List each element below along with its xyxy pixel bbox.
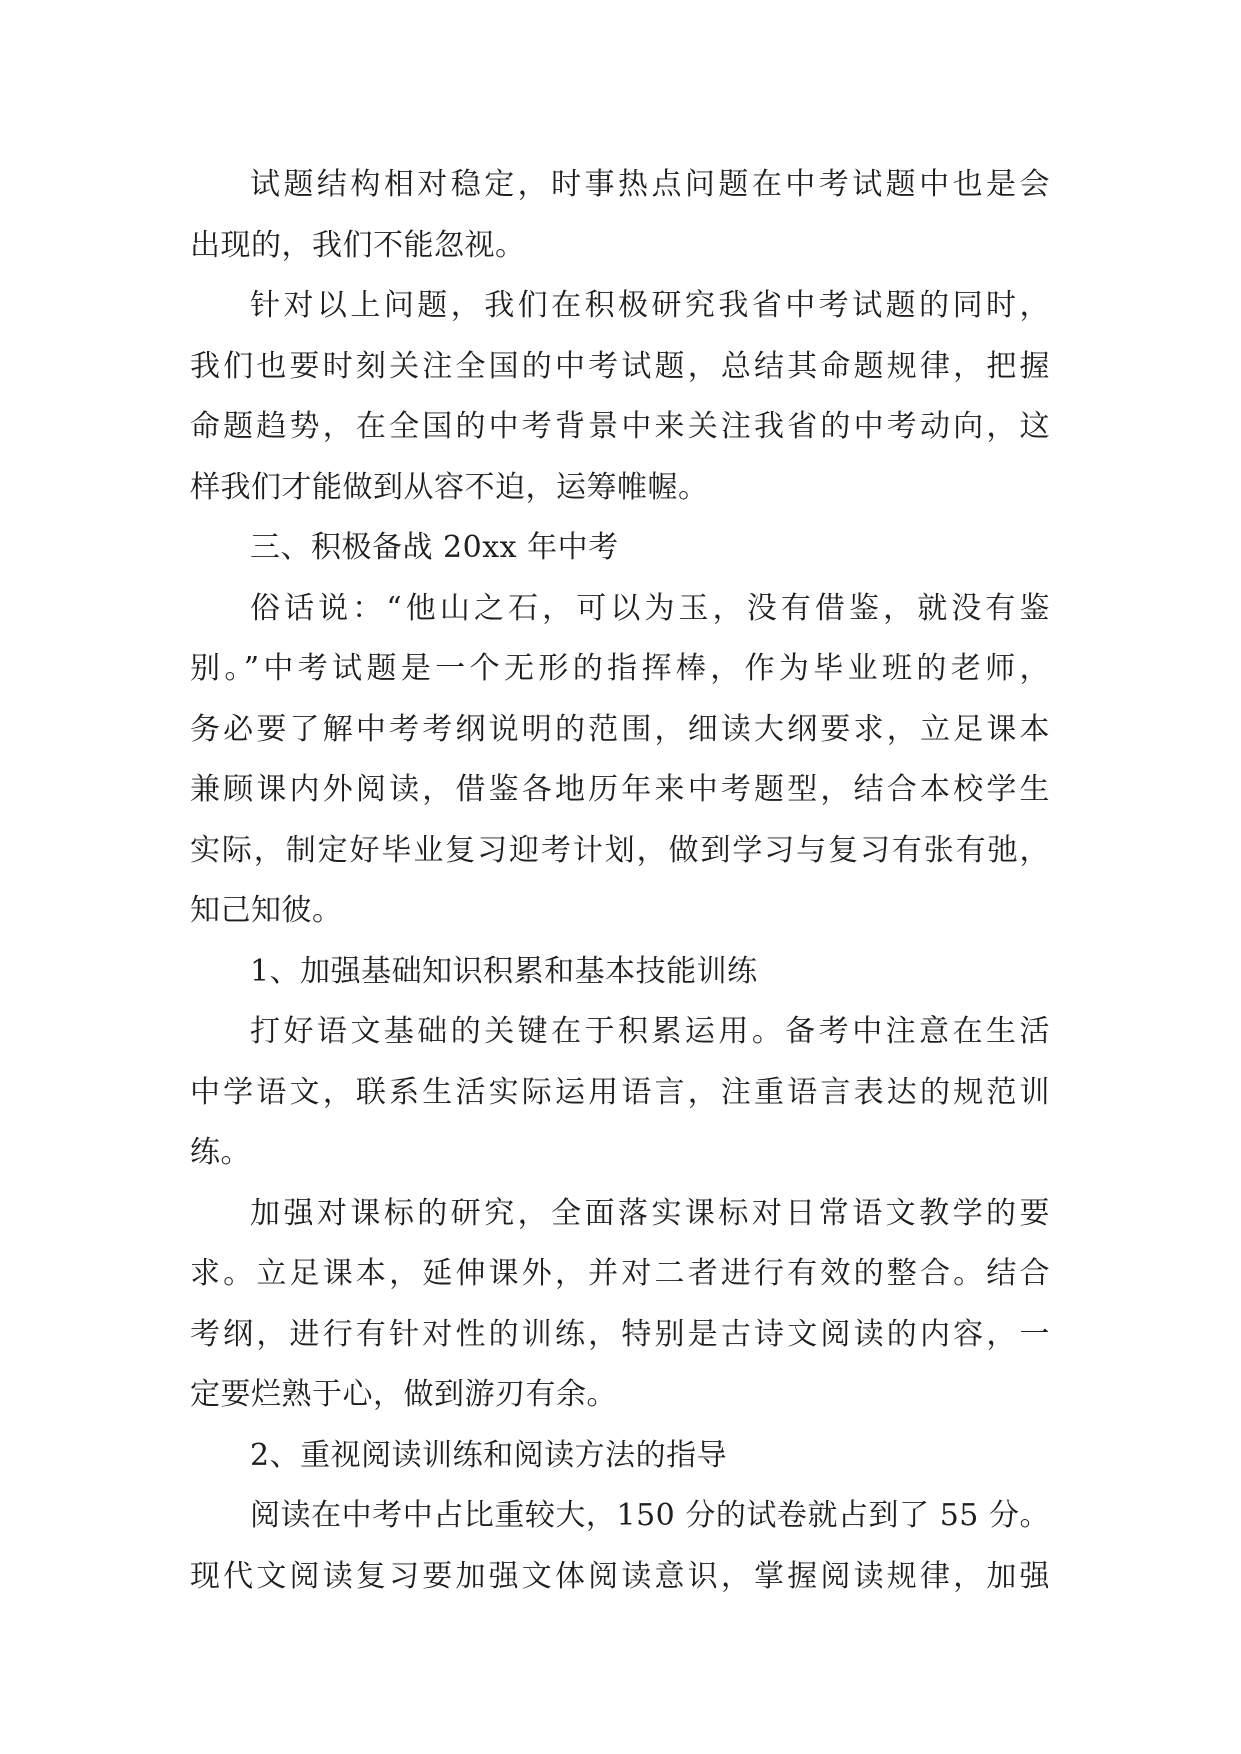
text-line: 加强对课标的研究，全面落实课标对日常语文教学的要 xyxy=(250,1195,1050,1231)
text-line: 现代文阅读复习要加强文体阅读意识，掌握阅读规律，加强 xyxy=(190,1558,1050,1594)
text-line: 练。 xyxy=(190,1135,251,1170)
text-line: 1、加强基础知识积累和基本技能训练 xyxy=(250,953,758,989)
text-line: 打好语文基础的关键在于积累运用。备考中注意在生活 xyxy=(250,1014,1050,1049)
text-line: 兼顾课内外阅读，借鉴各地历年来中考题型，结合本校学生 xyxy=(190,772,1050,807)
text-line: 俗话说：“他山之石，可以为玉，没有借鉴，就没有鉴 xyxy=(250,590,1050,626)
document-body xyxy=(190,155,1050,1607)
text-line: 阅读在中考中占比重较大，150 分的试卷就占到了 55 分。 xyxy=(250,1498,1050,1533)
text-line: 针对以上问题，我们在积极研究我省中考试题的同时， xyxy=(250,288,1050,323)
text-line: 2、重视阅读训练和阅读方法的指导 xyxy=(250,1437,728,1473)
text-line: 务必要了解中考考纲说明的范围，细读大纲要求，立足课本 xyxy=(190,711,1050,747)
text-line: 三、积极备战 20xx 年中考 xyxy=(250,530,619,565)
text-line: 求。立足课本，延伸课外，并对二者进行有效的整合。结合 xyxy=(190,1256,1050,1291)
text-line: 出现的，我们不能忽视。 xyxy=(190,227,526,263)
text-line: 中学语文，联系生活实际运用语言，注重语言表达的规范训 xyxy=(190,1074,1050,1110)
text-line: 定要烂熟于心，做到游刃有余。 xyxy=(190,1377,617,1412)
text-line: 考纲，进行有针对性的训练，特别是古诗文阅读的内容，一 xyxy=(190,1316,1050,1352)
text-line: 命题趋势，在全国的中考背景中来关注我省的中考动向，这 xyxy=(190,409,1050,444)
text-line: 实际，制定好毕业复习迎考计划，做到学习与复习有张有弛， xyxy=(190,832,1050,868)
text-line: 别。”中考试题是一个无形的指挥棒，作为毕业班的老师， xyxy=(190,651,1050,686)
text-line: 样我们才能做到从容不迫，运筹帷幄。 xyxy=(190,469,709,505)
text-line: 试题结构相对稳定，时事热点问题在中考试题中也是会 xyxy=(250,167,1050,202)
text-line: 我们也要时刻关注全国的中考试题，总结其命题规律，把握 xyxy=(190,348,1050,384)
text-line: 知己知彼。 xyxy=(190,893,343,928)
